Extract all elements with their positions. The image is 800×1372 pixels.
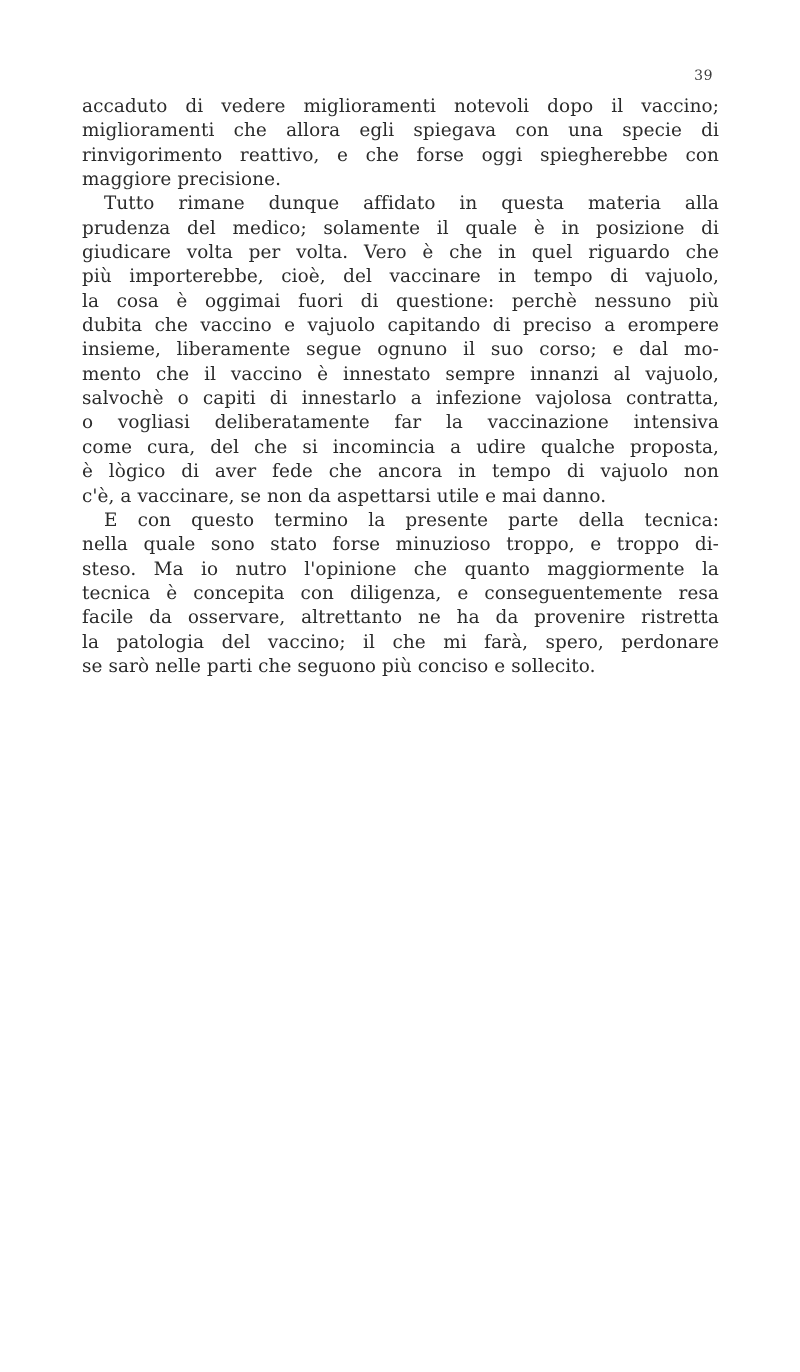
text-line: c'è, a vaccinare, se non da aspettarsi utile e mai danno. (82, 485, 607, 507)
text-line: come cura, del che si incomincia a udire qualche proposta, (82, 436, 719, 458)
text-line: accaduto di vedere miglioramenti notevoli dopo il vaccino; (82, 96, 719, 117)
text-line: giudicare volta per volta. Vero è che in quel riguardo che (82, 242, 719, 264)
text-line: prudenza del medico; solamente il quale è in posizione di (82, 217, 719, 239)
text-line: insieme, liberamente segue ognuno il suo corso; e dal mo- (82, 339, 719, 361)
text-line: se sarò nelle parti che seguono più conciso e sollecito. (82, 655, 596, 677)
text-line: o vogliasi deliberatamente far la vaccinazione intensiva (82, 412, 719, 434)
page-number: 39 (694, 68, 713, 84)
paragraph (82, 509, 719, 679)
text-line: dubita che vaccino e vajuolo capitando di preciso a erompere (82, 315, 719, 337)
text-line: è lògico di aver fede che ancora in tempo di vajuolo non (82, 461, 719, 483)
text-line: miglioramenti che allora egli spiegava con una specie di (82, 120, 719, 142)
text-line: salvochè o capiti di innestarlo a infezione vajolosa contratta, (82, 388, 719, 410)
text-line: la patologia del vaccino; il che mi farà, spero, perdonare (82, 631, 719, 653)
text-line: mento che il vaccino è innestato sempre innanzi al vajuolo, (82, 363, 719, 385)
text-line: nella quale sono stato forse minuzioso troppo, e troppo di- (82, 534, 719, 556)
text-line: E con questo termino la presente parte della tecnica: (104, 509, 719, 531)
body-text (82, 95, 719, 679)
paragraph (82, 95, 719, 192)
text-line: steso. Ma io nutro l'opinione che quanto maggiormente la (82, 558, 719, 580)
text-line: maggiore precisione. (82, 169, 282, 191)
paragraph (82, 192, 719, 508)
text-line: rinvigorimento reattivo, e che forse oggi spiegherebbe con (82, 144, 719, 166)
text-line: facile da osservare, altrettanto ne ha da provenire ristretta (82, 607, 719, 629)
text-line: la cosa è oggimai fuori di questione: perchè nessuno più (82, 290, 719, 312)
text-line: tecnica è concepita con diligenza, e conseguentemente resa (82, 582, 719, 604)
text-line: Tutto rimane dunque affidato in questa materia alla (104, 193, 719, 215)
text-line: più importerebbe, cioè, del vaccinare in tempo di vajuolo, (82, 266, 719, 288)
